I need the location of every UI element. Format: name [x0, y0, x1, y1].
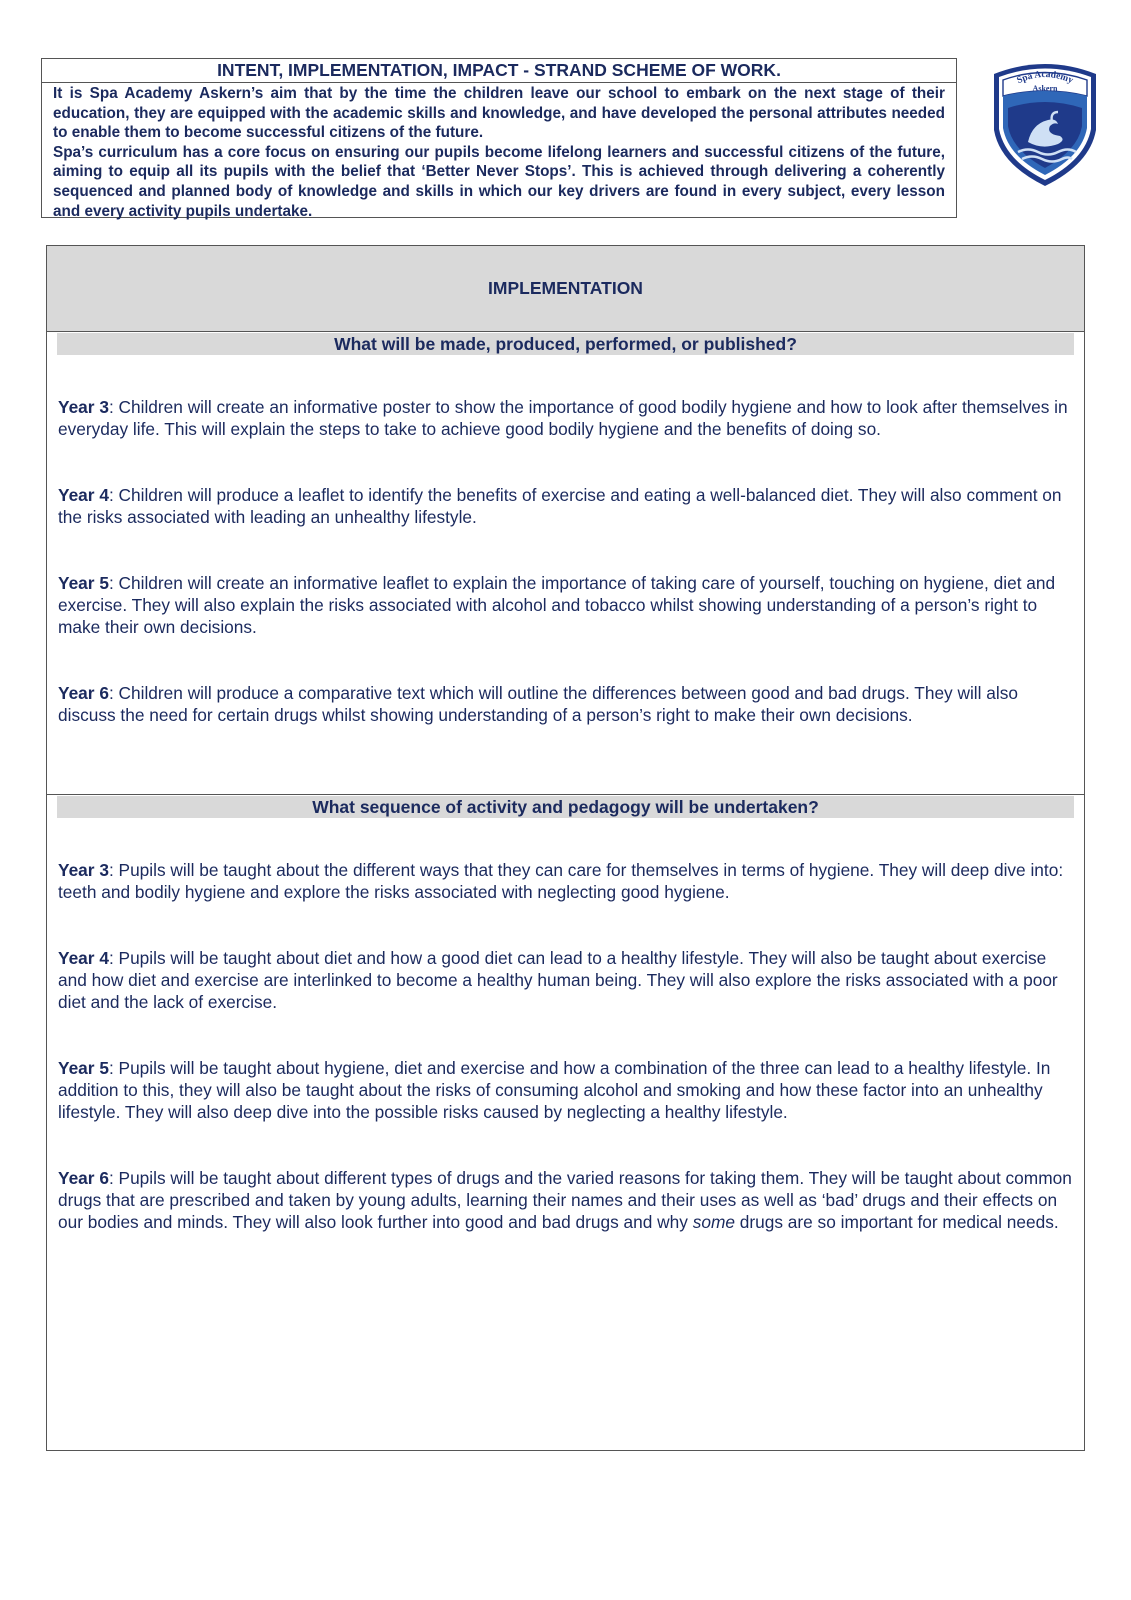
logo-text-line1: Spa Academy	[1015, 69, 1075, 87]
year-label: Year 3	[58, 397, 109, 417]
item-text: : Children will produce a comparative text which will outline the differences between good and bad drugs. They will also discuss the need for certain drugs whilst showing understanding of a person’s right to make their own decisions.	[58, 683, 1018, 725]
item-text: drugs are so important for medical needs.	[734, 1212, 1059, 1232]
item-text: : Pupils will be taught about hygiene, diet and exercise and how a combination of the three can lead to a healthy lifestyle. In addition to this, they will also be taught about the risks of consuming alcohol and smoking and how these factor into an unhealthy lifestyle. They will also deep dive into the possible risks caused by neglecting a healthy lifestyle.	[58, 1058, 1051, 1122]
implementation-box	[46, 245, 1085, 1451]
sequence-item-year-5	[58, 1057, 1073, 1123]
made-item-year-3	[58, 396, 1073, 440]
sequence-item-year-3	[58, 859, 1073, 903]
year-label: Year 6	[58, 683, 109, 703]
item-emphasis: some	[692, 1212, 735, 1232]
item-text: : Pupils will be taught about diet and how a good diet can lead to a healthy lifestyle. They will also be taught about exercise and how diet and exercise are interlinked to become a healthy human being. They will also explore the risks associated with a poor diet and the lack of exercise.	[58, 948, 1058, 1012]
year-label: Year 4	[58, 948, 109, 968]
year-label: Year 5	[58, 1058, 109, 1078]
sequence-item-year-6	[58, 1167, 1073, 1233]
intent-title: INTENT, IMPLEMENTATION, IMPACT - STRAND SCHEME OF WORK.	[42, 59, 956, 83]
item-text: : Children will produce a leaflet to identify the benefits of exercise and eating a well-balanced diet. They will also comment on the risks associated with leading an unhealthy lifestyle.	[58, 485, 1062, 527]
implementation-header: IMPLEMENTATION	[47, 246, 1084, 332]
made-section	[47, 333, 1084, 795]
intent-paragraph-1: It is Spa Academy Askern’s aim that by the time the children leave our school to embark on the next stage of their education, they are equipped with the academic skills and knowledge, and have developed the personal attributes needed to enable them to become successful citizens of the future.	[53, 85, 945, 142]
item-text: : Children will create an informative poster to show the importance of good bodily hygiene and how to look after themselves in everyday life. This will explain the steps to take to achieve good bodily hygiene and the benefits of doing so.	[58, 397, 1068, 439]
intent-paragraph-2: Spa’s curriculum has a core focus on ensuring our pupils become lifelong learners and successful citizens of the future, aiming to equip all its pupils with the belief that ‘Better Never Stops’. This is achieved through delivering a coherently sequenced and planned body of knowledge and skills in which our key drivers are found in every subject, every lesson and every activity pupils undertake.	[53, 143, 945, 220]
made-item-year-6	[58, 682, 1073, 726]
year-label: Year 3	[58, 860, 109, 880]
year-label: Year 6	[58, 1168, 109, 1188]
intent-body	[42, 83, 956, 221]
item-text: : Pupils will be taught about different types of drugs and the varied reasons for taking them. They will be taught about common drugs that are prescribed and taken by young adults, learning their names and their uses as well as ‘bad’ drugs and their effects on our bodies and minds. They will also look further into good and bad drugs and why	[58, 1168, 1072, 1232]
year-label: Year 4	[58, 485, 109, 505]
sequence-item-year-4	[58, 947, 1073, 1013]
sequence-section	[47, 796, 1084, 1233]
school-logo	[988, 60, 1102, 190]
item-text: : Children will create an informative leaflet to explain the importance of taking care of yourself, touching on hygiene, diet and exercise. They will also explain the risks associated with alcohol and tobacco whilst showing understanding of a person’s right to make their own decisions.	[58, 573, 1056, 637]
year-label: Year 5	[58, 573, 109, 593]
item-text: : Pupils will be taught about the different ways that they can care for themselves in terms of hygiene. They will deep dive into: teeth and bodily hygiene and explore the risks associated with neglecting good hygiene.	[58, 860, 1064, 902]
logo-text-line2: Askern	[1032, 84, 1058, 93]
intent-box	[41, 58, 957, 218]
made-item-year-5	[58, 572, 1073, 638]
sequence-heading: What sequence of activity and pedagogy will be undertaken?	[57, 796, 1074, 818]
made-heading: What will be made, produced, performed, or published?	[57, 333, 1074, 355]
made-item-year-4	[58, 484, 1073, 528]
